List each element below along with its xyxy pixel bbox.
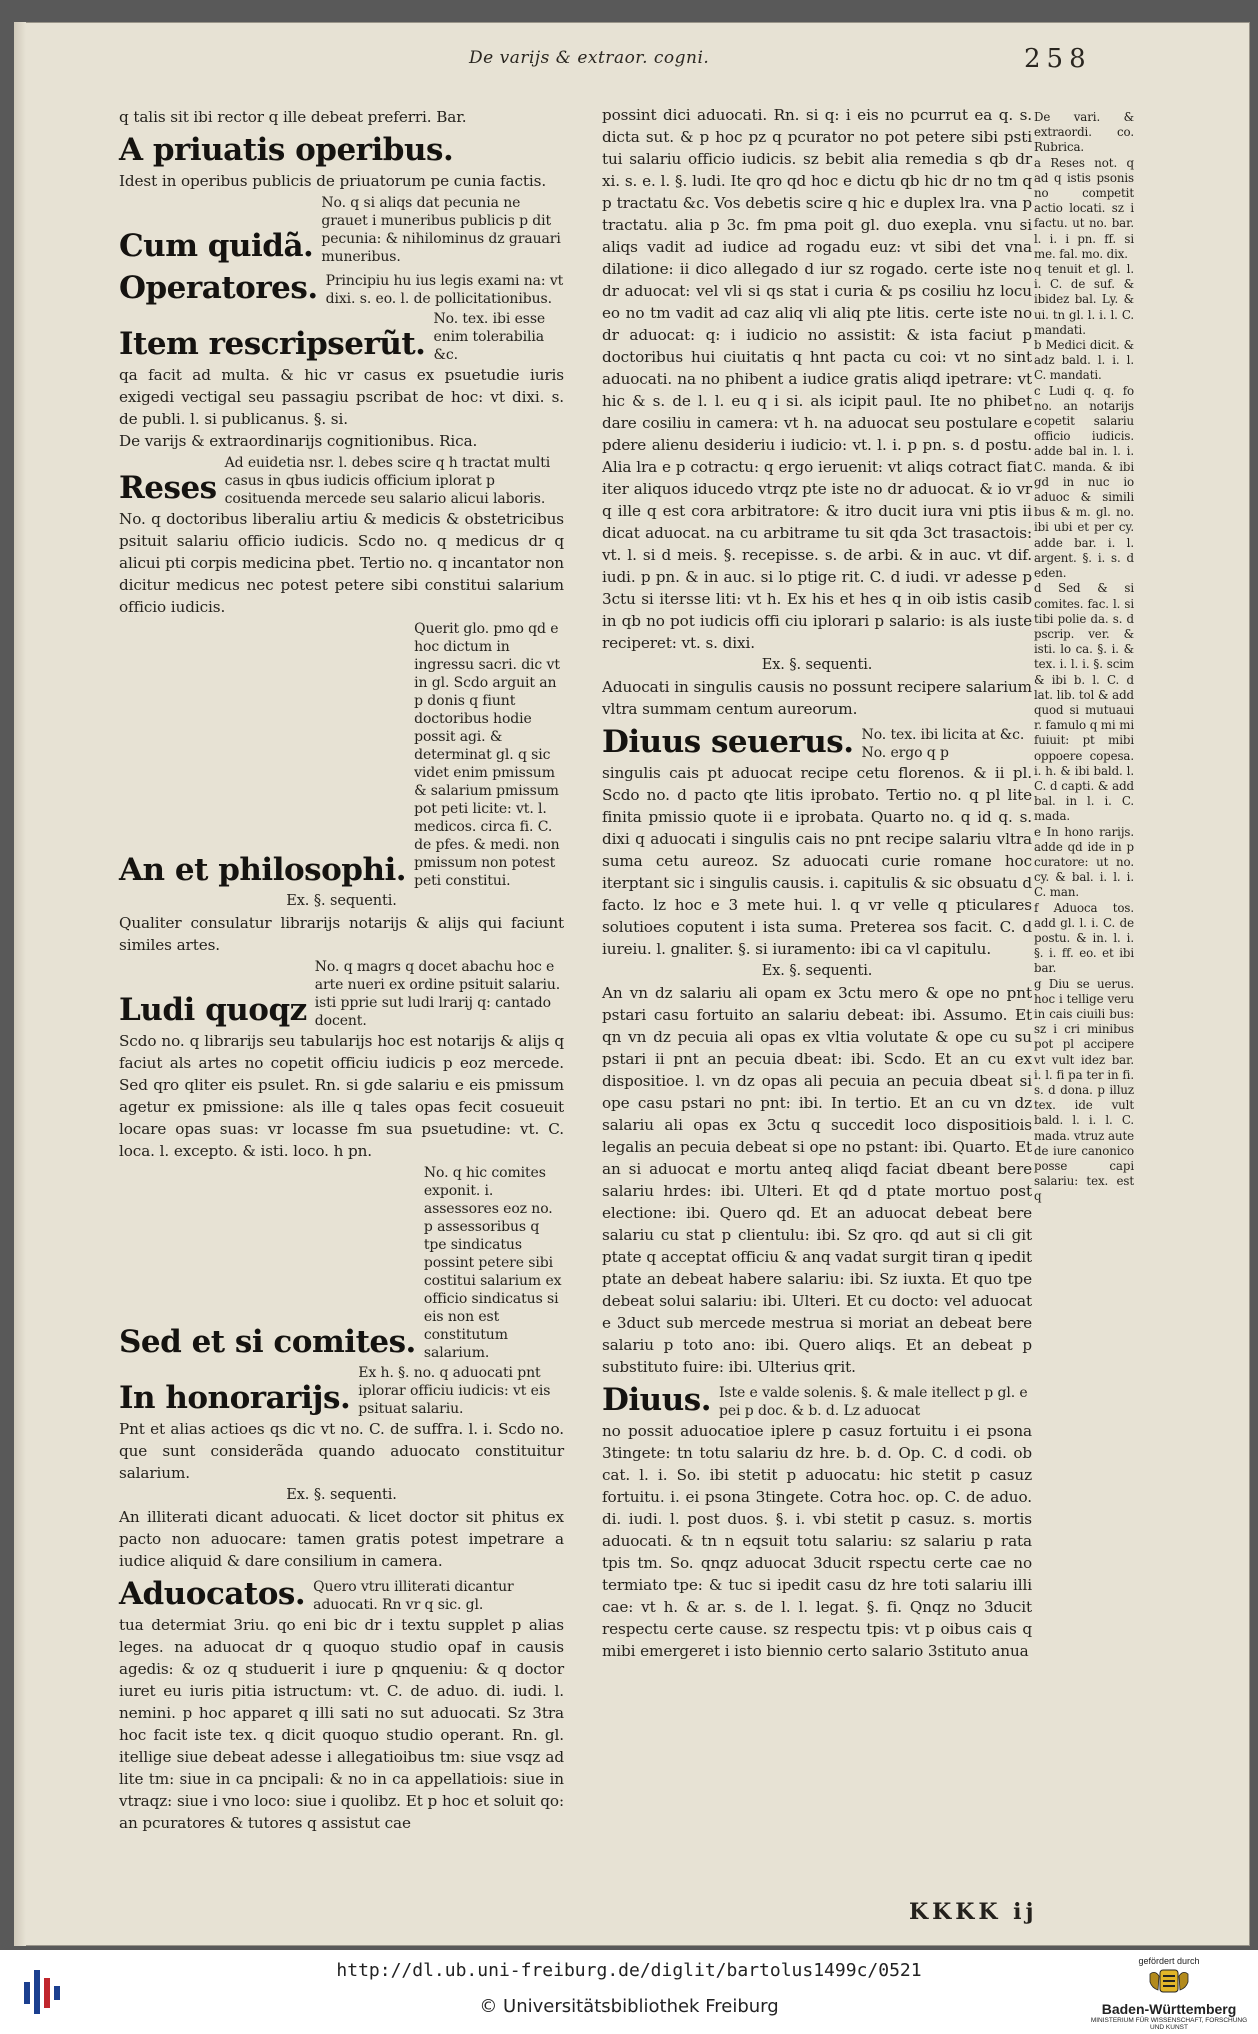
left-column-lemma: [119, 130, 564, 170]
left-column-paragraph: No. q doctoribus liberaliu artiu & medicis & obstetricibus psituit salariu officio iudicis. Scdo no. q medicus dr q alicui pti corpis medicina pbet. Tertio no. q incantator non dicitur medicus nec potest petere sibi constitui salarium officio iudicis.: [119, 510, 564, 616]
left-column-lemma: [119, 1164, 564, 1362]
lemma-heading: An et philosophi.: [119, 852, 407, 888]
sponsor-name: Baden-Württemberg: [1101, 2001, 1237, 2017]
right-column-paragraph: singulis cais pt aduocat recipe cetu florenos. & ii pl. Scdo no. d pacto qte litis iprobato. Tertio no. q pl lite finita pmissio quote ii e iprobata. Quarto no. q id q. s. dixi q aduocati i singulis cais no pnt recipe salariu vltra suma cetu aureoz. Sz aduocati curie romane hoc iterptant sic i singulis causis. i. capitulis & sic obsuatu d facto. lz hoc e 3 mete hui. l. q vr velle q pticulares solutioes coputent i ista suma. Preterea sos facit. C. d iureiu. l. gnaliter. §. si iuramento: ibi ca vl capitulu.: [602, 764, 1032, 958]
folio-number: 258: [1024, 44, 1092, 74]
left-column-paragraph: q talis sit ibi rector q ille debeat preferri. Bar.: [119, 108, 467, 126]
lemma-heading: Ludi quoqz: [119, 992, 307, 1028]
scanned-page: [14, 22, 1250, 1946]
text-column-left: [119, 106, 564, 1834]
left-column-paragraph: tua determiat 3riu. qo eni bic dr i textu supplet p alias leges. na aduocat dr q quoquo studio opaf in causis agedis: & oz q studuerit i iure p qnqueniu: & q doctor iuret eu iuris pitia istructum: vt. C. de aduo. di. iudi. l. nemini. p hoc apparet q illi sati no sut aduocati. Sz 3tra hoc facit iste tex. q dicit quoquo studio operant. Rn. gl. itellige siue debeat adesse i allegatioibus tm: siue vsqz ad lite tm: siue in ca pncipali: & no in ca appellatiois: siue in vtraqz: siue i vno loco: siue i quolibz. Et p hoc et soluit qo: an pcuratores & tutores q assistut cae: [119, 1616, 564, 1832]
copyright-notice: © Universitätsbibliothek Freiburg: [479, 1996, 779, 2017]
lemma-gloss: Ex h. §. no. q aduocati pnt iplorar officiu iudicis: vt eis psituat salariu.: [358, 1365, 551, 1417]
left-column-paragraph: Pnt et alias actioes qs dic vt no. C. de suffra. l. i. Scdo no. que sunt considerãda quando aduocato constituitur salarium.: [119, 1420, 564, 1482]
sponsor-subtitle: MINISTERIUM FÜR WISSENSCHAFT, FORSCHUNG UND KUNST: [1090, 2017, 1248, 2031]
signature-mark: KKKK ij: [909, 1899, 1038, 1925]
left-column-lemma: [119, 310, 564, 364]
margin-note-paragraph: e In hono rarijs. adde qd ide in p curatore: ut no. cy. & bal. i. l. i. C. man.: [1034, 824, 1134, 900]
lemma-gloss: No. q hic comites exponit. i. assessores eoz no. p assessoribus q tpe sindicatus possint petere sibi costitui salarium ex officio sindicatus si eis non est constitutum salarium.: [423, 1165, 562, 1361]
lemma-heading: Item rescripserũt.: [119, 326, 426, 362]
left-column-lemma: [119, 454, 564, 508]
left-column-paragraph: qa facit ad multa. & hic vr casus ex psuetudie iuris exigedi vectigal seu passagiu pscribat de hoc: vt dixi. s. de publi. l. si publicanus. §. si.: [119, 366, 564, 428]
margin-note-paragraph: f Aduoca tos. add gl. l. i. C. de postu. & in. l. i. §. i. ff. eo. et ibi bar.: [1034, 900, 1134, 976]
margin-note-paragraph: a Reses not. q ad q istis psonis no competit actio locati. sz i factu. ut no. bar. l. i. i pn. ff. si me. fal. mo. dix.: [1034, 155, 1134, 261]
lemma-gloss: Ad euidetia nsr. l. debes scire q h tractat multi casus in qbus iudicis officium iplorat p cosituenda mercede seu salario alicui laboris.: [224, 455, 551, 507]
right-column-paragraph: Ex. §. sequenti.: [761, 657, 873, 673]
right-column-paragraph: Aduocati in singulis causis no possunt recipere salarium vltra summam centum aureorum.: [602, 678, 1032, 718]
left-column-lemma: [119, 620, 564, 890]
left-column-lemma: [119, 194, 564, 266]
coat-of-arms-icon: [1146, 1966, 1192, 1996]
lemma-heading: In honorarijs.: [119, 1380, 351, 1416]
lemma-gloss: No. tex. ibi licita at &c. No. ergo q p: [861, 727, 1025, 761]
margin-note-paragraph: b Medici dicit. & adz bald. l. i. l. C. mandati.: [1034, 338, 1134, 383]
right-column-lemma: [602, 722, 1032, 762]
lemma-heading: Operatores.: [119, 270, 318, 306]
lemma-heading: Aduocatos.: [119, 1576, 306, 1612]
right-column-lemma: [602, 1380, 1032, 1420]
lemma-heading: Cum quidã.: [119, 228, 314, 264]
lemma-gloss: No. q si aliqs dat pecunia ne grauet i muneribus publicis p dit pecunia: & nihilominus dz grauari muneribus.: [321, 195, 561, 265]
marginal-glosses: [1034, 110, 1134, 1205]
margin-note-paragraph: d Sed & si comites. fac. l. si tibi polie da. s. d pscrip. ver. & isti. lo ca. §. i. & tex. i. l. i. §. scim & ibi b. l. C. d lat. lib. tol & add quod si mutuaui r. famulo q mi mi fuiuit: pt mibi oppoere copesa. i. h. & ibi bald. l. C. d capti. & add bal. in l. i. C. mada.: [1034, 581, 1134, 824]
left-column-paragraph: Qualiter consulatur librarijs notarijs & alijs qui faciunt similes artes.: [119, 914, 564, 954]
lemma-gloss: Iste e valde solenis. §. & male itellect p gl. e pei p doc. & b. d. Lz aduocat: [718, 1385, 1028, 1419]
lemma-gloss: No. q magrs q docet abachu hoc e arte nueri ex ordine psituit salariu. isti pprie sut ludi lrarij q: cantado docent.: [314, 959, 561, 1029]
right-column-paragraph: no possit aduocatioe iplere p casuz fortuitu i ei psona 3tingete: tn totu salariu dz hre. b. d. Op. C. d codi. ob cat. l. i. So. ibi stetit p aduocatu: hic stetit p casuz fortuitu. i. ei psona 3tingete. Cotra hoc. op. C. de aduo. di. iudi. l. post duos. §. i. vbi stetit p casuz. s. mortis aduocati. & tn n eqsuit totu salariu: sz salariu p rata tpis tm. So. qnqz aduocat 3ducit rspectu certe cae no termiato tpe: & tuc si ipedit casu dz hre toti salariu illi cae: vt h. & ar. s. de l. l. legat. §. fi. Qnqz no 3ducit respectu certe cause. sz respectu tpis: vt p oibus cais q mibi emergeret i isto biennio certo salario 3stituto anua: [602, 1422, 1032, 1660]
text-column-right: [602, 104, 1032, 1662]
margin-note-paragraph: c Ludi q. q. fo no. an notarijs copetit salariu officio iudicis. adde bal in. l. i. C. manda. & ibi gd in nuc io aduoc & simili bus & m. gl. no. ibi ubi et per cy. adde bar. i. l. argent. §. i. s. d eden.: [1034, 383, 1134, 581]
lemma-gloss: Principiu hu ius legis exami na: vt dixi. s. eo. l. de pollicitationibus.: [325, 273, 564, 307]
permalink-url[interactable]: http://dl.ub.uni-freiburg.de/diglit/bartolus1499c/0521: [336, 1960, 922, 1981]
lemma-gloss: Querit glo. pmo qd e hoc dictum in ingressu sacri. dic vt in gl. Scdo arguit an p donis q fiunt doctoribus hodie possit agi. & determinat gl. q sic videt enim pmissum & salarium pmissum pot peti licite: vt. l. medicos. circa fi. C. de pfes. & medi. non pmissum non potest peti constitui.: [414, 621, 560, 889]
sponsor-label: gefördert durch: [1138, 1956, 1200, 1966]
right-column-paragraph: Ex. §. sequenti.: [761, 963, 873, 979]
left-column-paragraph: Ex. §. sequenti.: [286, 1487, 397, 1503]
margin-note-paragraph: g Diu se uerus. hoc i tellige veru in cais ciuili bus: sz i cri minibus pot pl accipere vt vult idez bar. i. l. fi pa ter in fi. s. d dona. p illuz tex. ide vult bald. l. i. l. C. mada. vtruz aute de iure canonico posse capi salariu: tex. est q: [1034, 976, 1134, 1204]
lemma-heading: A priuatis operibus.: [119, 132, 454, 168]
lemma-heading: Sed et si comites.: [119, 1324, 416, 1360]
sponsor-block: [1085, 1956, 1253, 2031]
left-column-lemma: [119, 958, 564, 1030]
right-column-paragraph: An vn dz salariu ali opam ex 3ctu mero & ope no pnt pstari casu fortuito an salariu debeat: ibi. Assumo. Et qn vn dz pecuia ali opas ex vltia volutate & ope cu su pstari ii pnt an pecuia dbeat: ibi. Scdo. Et an cu ex dispositioe. l. vn dz opas ali pecuia an pecuia dbeat si ope casu pstari no pnt: ibi. In tertio. Et an cu vn dz salariu ali opas ex 3ctu q succedit loco dispositiois legalis an pecuia debeat si ope no pstant: ibi. Quarto. Et an si aduocat e mortu anteq aliqd faciat dbeant bere salariu hrdes: ibi. Ulteri. Et qd d ptate mortuo post electione: ibi. Quero qd. Et an aduocat debeat bere salariu cu stat p clientulu: ibi. Sz qro. qd aut si cli git ptate q acceptat officiu & anq vadat surgit tiran q ipedit ptate an debeat habere salariu: ibi. Sz iuxta. Et quo tpe debeat solui salariu: ibi. Ulteri. Et cu docto: vel aduocat e 3duct sub mercede mestrua si moriat an debeat bere salariu p toto ano: ibi. Quero aliqs. Et an debeat p substituto fuire: ibi. Ulterius qrit.: [602, 984, 1032, 1376]
viewer-footer: [0, 1950, 1258, 2034]
left-column-paragraph: An illiterati dicant aduocati. & licet doctor sit phitus ex pacto non aduocare: tamen gratis potest impetrare a iudice aliquid & dare consilium in camera.: [119, 1508, 564, 1570]
lemma-heading: Diuus.: [602, 1382, 711, 1418]
margin-note-paragraph: q tenuit et gl. l. i. C. de suf. & ibidez bal. Ly. & ui. tn gl. l. i. l. C. mandati.: [1034, 262, 1134, 337]
lemma-gloss: No. tex. ibi esse enim tolerabilia &c.: [433, 311, 546, 363]
left-column-paragraph: Scdo no. q librarijs seu tabularijs hoc est notarijs & alijs q faciut als artes no copetit officiu iudicis p eoz mercede. Sed qro qliter eis psulet. Rn. si gde salariu e eis pmissum agetur ex pmissione: als ille q tales opas fecit cosueuit locare opas suas: vr locasse fm sua psuetudine: vt. C. loca. l. excepto. & isti. loco. h pn.: [119, 1032, 564, 1160]
right-column-paragraph: possint dici aduocati. Rn. si q: i eis no pcurrut ea q. s. dicta sut. & p hoc pz q pcurator no pot petere sibi psti tui salariu officio iudicis. sz bebit alia remedia s qb dr xi. s. e. l. §. ludi. Ite qro qd hoc e dictu qb hic dr no tm q p tractatu &c. Vos debetis scire q hic e duplex lra. vna p tractatu. alia p 3c. fm pma poit gl. duo exepla. vnu si aliqs vadit ad iudice ad rogadu euz: vt sibi det vna dilatione: ii dico allegado d iur sz rogado. certe iste no dr aduocat: vel vli si qs stat i curia & ps cosiliu hz locu eo no tm vadit ad caz aliq vli aliq pte litis. certe iste no dr aduocat: q: i iudicio no assistit: & ista faciut p doctoribus hui ciuitatis q hnt pacta cu coi: vt no sint aduocati. na no phibent a iudice gratis aliqd ipetrare: vt hic & s. de l. l. eu q i si. als icipit paul. Ite no phibet dare cosiliu in camera: vt h. na aduocat seu postulare e pdere alienu desideriu i iudicio: vt. l. i. p pn. s. d postu. Alia lra e p cotractu: q ergo ieruenit: vt aliqs cotract fiat iter aliquos iducedo vtrqz pte iste no dr aduocat. & io vr q ille q est cora arbitratore: & itro ducit iura vni ptis ii dicat aduocat. na cu arbitrame tu sit qda 3ct trasactois: vt. l. si d meis. §. recepisse. s. de arbi. & in auc. vt dif. iudi. p pn. & in auc. si lo ptige rit. C. d iudi. vr adesse p 3ctu si itersse liti: vt h. Ex his et hes q in oib istis casib in qb no pot iudicis offi ciu iplorari p salario: is als iuste reciperet: vt. s. dixi.: [602, 106, 1032, 652]
left-column-paragraph: Idest in operibus publicis de priuatorum pe cunia factis.: [119, 172, 547, 190]
running-head: De varijs & extraor. cogni.: [469, 48, 710, 68]
left-column-paragraph: De varijs & extraordinarijs cognitionibus. Rica.: [119, 432, 478, 450]
left-column-lemma: [119, 1364, 564, 1418]
left-column-lemma: [119, 268, 564, 308]
left-column-lemma: [119, 1574, 564, 1614]
lemma-heading: Diuus seuerus.: [602, 724, 854, 760]
left-column-paragraph: Ex. §. sequenti.: [286, 893, 397, 909]
page-gutter-shadow: [14, 22, 26, 1946]
lemma-heading: Reses: [119, 470, 217, 506]
margin-note-paragraph: De vari. & extraordi. co. Rubrica.: [1034, 110, 1134, 155]
lemma-gloss: Quero vtru illiterati dicantur aduocati. Rn vr q sic. gl.: [313, 1579, 514, 1613]
